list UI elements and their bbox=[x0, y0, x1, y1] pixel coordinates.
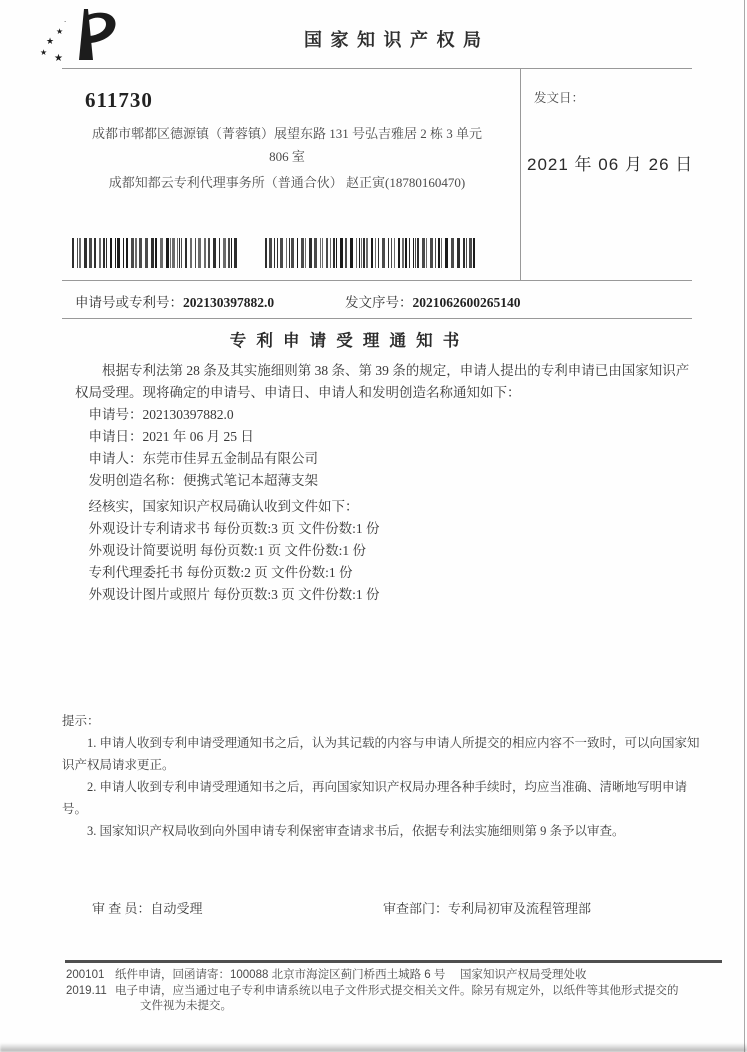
intro-paragraph: 根据专利法第 28 条及其实施细则第 38 条、第 39 条的规定，申请人提出的专利申请已由国家知识产权局受理。现将确定的申请号、申请日、申请人和发明创造名称通知如下： bbox=[75, 363, 690, 400]
serial-number-label: 发文序号： bbox=[345, 295, 413, 310]
recipient-address bbox=[62, 122, 512, 194]
footer-line2: 电子申请，应当通过电子专利申请系统以电子文件形式提交相关文件。除另有规定外，以纸件等其他形式提交的 bbox=[115, 984, 679, 997]
page-edge bbox=[744, 0, 746, 1052]
svg-text:★: ★ bbox=[40, 48, 48, 57]
note-item: 2. 申请人收到专利申请受理通知书之后，再向国家知识产权局办理各种手续时，均应当准确、清晰地写明申请号。 bbox=[62, 780, 688, 816]
application-number-label: 申请号或专利号： bbox=[75, 295, 183, 310]
datebox-divider bbox=[520, 68, 521, 280]
field-invention-title: 发明创造名称：便携式笔记本超薄支架 bbox=[88, 473, 318, 488]
address-line2: 806 室 bbox=[269, 149, 305, 164]
scan-shadow bbox=[0, 1043, 747, 1052]
dispatch-date-value: 2021 年 06 月 26 日 bbox=[527, 155, 694, 174]
barcode-left-icon bbox=[72, 238, 240, 268]
application-number-value: 202130397882.0 bbox=[183, 295, 275, 310]
field-application-number: 申请号：202130397882.0 bbox=[88, 407, 234, 422]
reference-row bbox=[75, 291, 690, 311]
cnipa-logo-icon bbox=[38, 8, 126, 66]
header-divider bbox=[62, 68, 692, 69]
form-date: 2019.11 bbox=[66, 984, 107, 997]
svg-text:·: · bbox=[64, 18, 67, 26]
footer-line3: 文件视为未提交。 bbox=[140, 1000, 232, 1012]
postal-code: 611730 bbox=[85, 88, 153, 112]
notes-heading: 提示： bbox=[62, 714, 100, 728]
notes-section bbox=[62, 710, 704, 842]
received-heading: 经核实，国家知识产权局确认收到文件如下： bbox=[88, 499, 359, 514]
address-line1: 成都市郫都区德源镇（菁蓉镇）展望东路 131 号弘吉雅居 2 栋 3 单元 bbox=[91, 126, 482, 141]
serial-number-value: 2021062600265140 bbox=[412, 295, 521, 310]
footer-line1: 纸件申请，回函请寄：100088 北京市海淀区蓟门桥西土城路 6 号 国家知识产权局受理处收 bbox=[115, 969, 587, 981]
footer-divider bbox=[65, 960, 722, 963]
divider bbox=[62, 318, 692, 319]
note-item: 1. 申请人收到专利申请受理通知书之后，认为其记载的内容与申请人所提交的相应内容不一致时，可以向国家知识产权局请求更正。 bbox=[62, 736, 700, 772]
received-item: 外观设计简要说明 每份页数:1 页 文件份数:1 份 bbox=[88, 543, 367, 558]
footer-instructions bbox=[115, 968, 723, 1015]
barcode-right-icon bbox=[265, 238, 478, 268]
agent-line: 成都知都云专利代理事务所（普通合伙） 赵正寅(18780160470) bbox=[108, 175, 466, 190]
svg-text:★: ★ bbox=[56, 27, 64, 36]
notice-title: 专 利 申 请 受 理 通 知 书 bbox=[229, 331, 463, 350]
form-code-block bbox=[66, 968, 107, 999]
received-item: 外观设计图片或照片 每份页数:3 页 文件份数:1 份 bbox=[88, 587, 380, 602]
dispatch-date-label: 发文日： bbox=[534, 91, 585, 105]
note-item: 3. 国家知识产权局收到向外国申请专利保密审查请求书后，依据专利法实施细则第 9 条予以审查。 bbox=[87, 824, 625, 838]
received-item: 外观设计专利请求书 每份页数:3 页 文件份数:1 份 bbox=[88, 521, 380, 536]
received-item: 专利代理委托书 每份页数:2 页 文件份数:1 份 bbox=[88, 565, 353, 580]
agency-title: 国 家 知 识 产 权 局 bbox=[304, 30, 483, 50]
svg-text:★: ★ bbox=[54, 53, 63, 64]
form-code: 200101 bbox=[66, 969, 105, 981]
examiner-field: 审 查 员：自动受理 bbox=[92, 901, 203, 916]
notice-body bbox=[75, 360, 693, 606]
department-field: 审查部门：专利局初审及流程管理部 bbox=[383, 901, 592, 916]
field-application-date: 申请日：2021 年 06 月 25 日 bbox=[88, 429, 254, 444]
divider bbox=[62, 280, 692, 281]
svg-text:★: ★ bbox=[46, 37, 55, 47]
field-applicant: 申请人：东莞市佳昇五金制品有限公司 bbox=[88, 451, 318, 466]
